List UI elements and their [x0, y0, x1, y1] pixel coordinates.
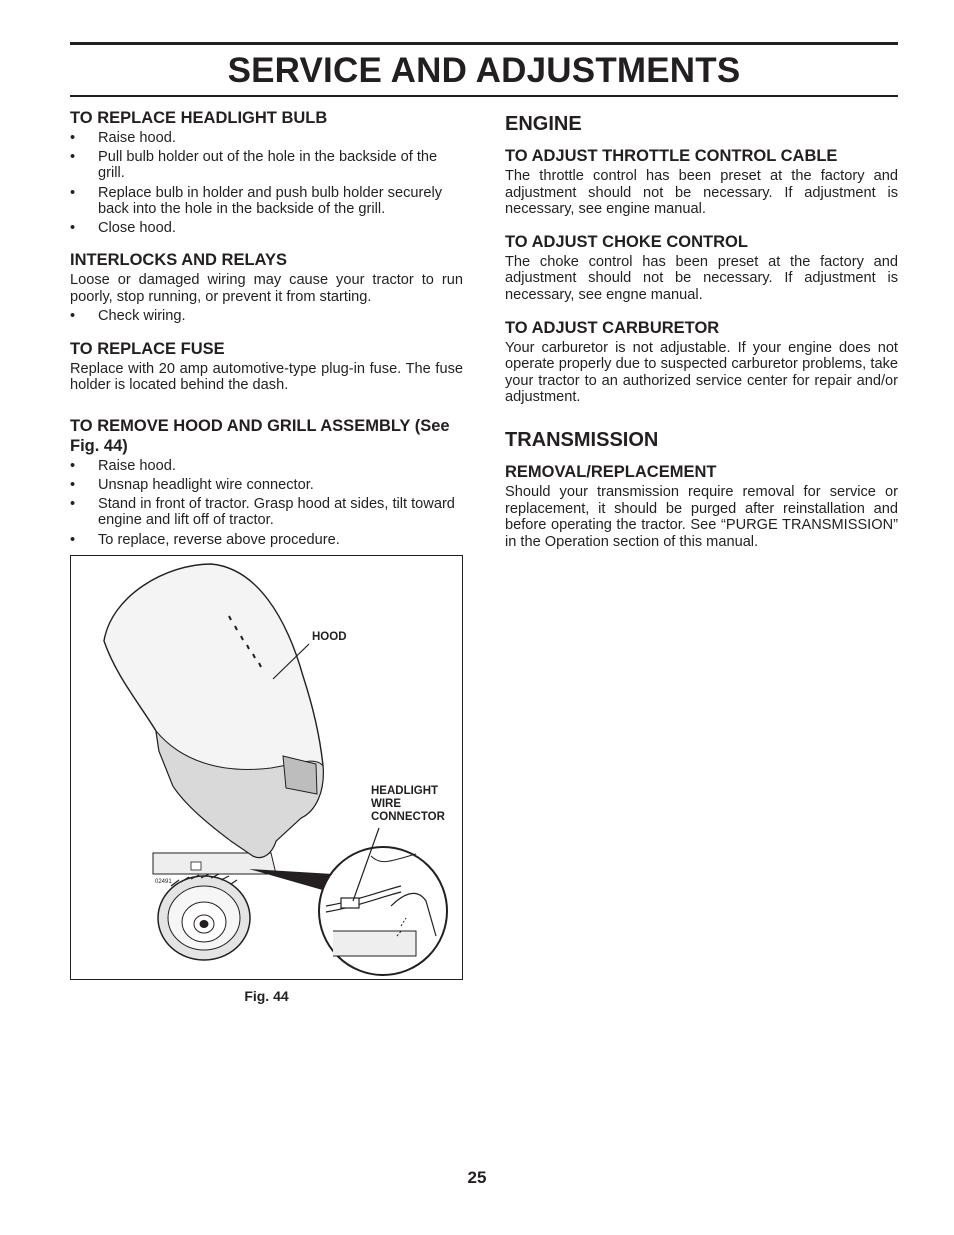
choke-heading: TO ADJUST CHOKE CONTROL [505, 232, 748, 251]
title-underline [70, 95, 898, 97]
magnified-connector-view [319, 847, 447, 975]
headlight-label: HEADLIGHT [371, 785, 439, 797]
top-rule [70, 42, 898, 45]
connector-label: CONNECTOR [371, 811, 445, 823]
list-item: • Stand in front of tractor. Grasp hood at sides, tilt toward engine and lift off of tractor. [70, 496, 463, 528]
callout-wedge [249, 869, 333, 891]
section-interlocks [70, 250, 463, 324]
transmission-heading: TRANSMISSION [505, 428, 659, 451]
fuse-heading: TO REPLACE FUSE [70, 339, 225, 358]
right-column [505, 108, 898, 564]
list-item: • Raise hood. [70, 458, 463, 474]
list-item: • Check wiring. [70, 308, 463, 324]
figure-caption: Fig. 44 [244, 988, 289, 1004]
list-item: • To replace, reverse above procedure. [70, 532, 463, 548]
throttle-heading: TO ADJUST THROTTLE CONTROL CABLE [505, 147, 838, 165]
engine-heading: ENGINE [505, 113, 582, 135]
section-removal [505, 462, 898, 550]
hood-heading: TO REMOVE HOOD AND GRILL ASSEMBLY (See Fig. 44) [70, 416, 450, 455]
carburetor-heading: TO ADJUST CARBURETOR [505, 318, 720, 337]
wire-label: WIRE [371, 798, 402, 810]
list-item: • Close hood. [70, 220, 463, 236]
section-hood [70, 416, 463, 548]
section-headlight [70, 108, 463, 236]
hood-steps [70, 458, 463, 548]
figure-44 [70, 555, 463, 980]
list-item: • Unsnap headlight wire connector. [70, 477, 463, 493]
page-number: 25 [467, 1168, 487, 1187]
headlight-steps [70, 130, 463, 236]
throttle-text: The throttle control has been preset at the factory and adjustment should not be necessary. If adjustment is necessary, see engine manual. [505, 168, 898, 218]
list-item: • Raise hood. [70, 130, 463, 146]
hood-illustration [71, 556, 463, 980]
interlocks-steps [70, 308, 463, 324]
removal-heading: REMOVAL/REPLACEMENT [505, 462, 717, 481]
left-column [70, 108, 463, 562]
choke-text: The choke control has been preset at the factory and adjustment should not be necessary. If adjustment is necessary, see engne manual. [505, 253, 898, 303]
frame-bracket [191, 862, 201, 870]
page-title: SERVICE AND ADJUSTMENTS [227, 51, 741, 90]
interlocks-heading: INTERLOCKS AND RELAYS [70, 251, 287, 270]
removal-text: Should your transmission require removal for service or replacement, it should be purged after reinstallation and before operating the tractor. See “PURGE TRANSMISSION” in the Operation section of this manual. [505, 483, 898, 550]
fuse-text: Replace with 20 amp automotive-type plug-in fuse. The fuse holder is located behind the dash. [70, 360, 463, 394]
section-choke [505, 232, 898, 304]
list-item: • Pull bulb holder out of the hole in the backside of the grill. [70, 149, 463, 181]
section-fuse [70, 339, 463, 394]
section-carburetor [505, 318, 898, 406]
carburetor-text: Your carburetor is not adjustable. If your engine does not operate properly due to suspected carburetor problems, take your tractor to an authorized service center for repair and/or adjustment. [505, 339, 898, 406]
front-tire [158, 874, 250, 960]
part-number-label: 02491 [155, 879, 172, 885]
headlight-heading: TO REPLACE HEADLIGHT BULB [70, 109, 328, 127]
list-item: • Replace bulb in holder and push bulb holder securely back into the hole in the backside of the grill. [70, 185, 463, 217]
hood-label: HOOD [312, 631, 347, 643]
section-throttle [505, 146, 898, 218]
interlocks-text: Loose or damaged wiring may cause your tractor to run poorly, stop running, or prevent it from starting. [70, 272, 463, 305]
